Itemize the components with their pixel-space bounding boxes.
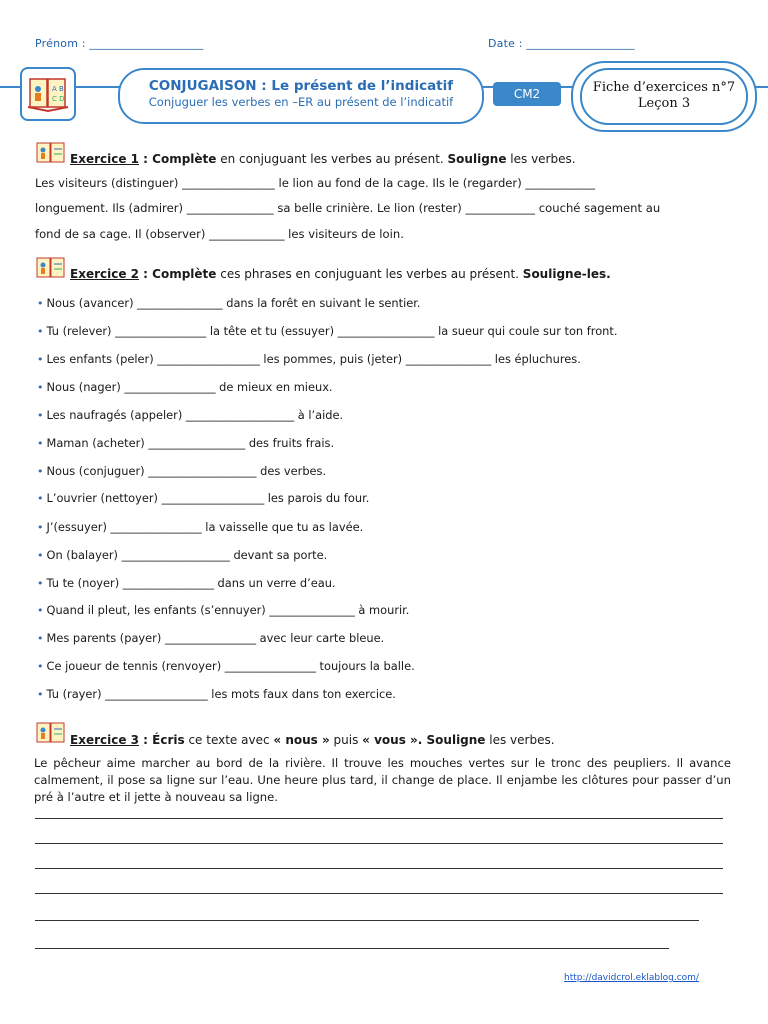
answer-blank[interactable]: _________________: [337, 324, 435, 338]
bullet-icon: •: [37, 437, 44, 450]
exercise3-instruction: Exercice 3 : Écris ce texte avec « nous » puis « vous ». Souligne les verbes.: [70, 733, 555, 747]
bullet-icon: •: [37, 297, 44, 310]
answer-blank[interactable]: ________________: [122, 576, 214, 590]
exercise2-instruction: Exercice 2 : Complète ces phrases en conjuguant les verbes au présent. Souligne-les.: [70, 267, 611, 281]
bullet-icon: •: [37, 688, 44, 701]
exercise2-item: • Mes parents (payer) ________________ avec leur carte bleue.: [37, 631, 385, 645]
lesson-number: Leçon 3: [637, 96, 691, 111]
header-book-icon: [20, 67, 76, 121]
date-field-label: Date : ___________________: [488, 37, 635, 50]
prenom-field-label: Prénom : ____________________: [35, 37, 204, 50]
bullet-icon: •: [37, 353, 44, 366]
exercise2-item: • Nous (nager) ________________ de mieux en mieux.: [37, 380, 333, 394]
exercise-book-icon: [36, 257, 66, 279]
answer-blank[interactable]: ____________: [465, 201, 536, 215]
bullet-icon: •: [37, 577, 44, 590]
answer-blank[interactable]: ___________________: [185, 408, 295, 422]
bullet-icon: •: [37, 465, 44, 478]
exercise-book-icon: [36, 142, 66, 164]
bullet-icon: •: [37, 660, 44, 673]
answer-blank[interactable]: ___________________: [148, 464, 257, 478]
level-badge: CM2: [493, 82, 561, 106]
exercise2-item: • Tu (rayer) __________________ les mots faux dans ton exercice.: [37, 687, 396, 701]
answer-blank[interactable]: ________________: [224, 659, 316, 673]
exercise1-instruction: Exercice 1 : Complète en conjuguant les verbes au présent. Souligne les verbes.: [70, 152, 576, 166]
exercise1-label: Exercice 1: [70, 152, 139, 166]
exercise1-line-1: Les visiteurs (distinguer) ________________ le lion au fond de la cage. Ils le (regarder) ____________: [35, 176, 595, 190]
source-link[interactable]: http://davidcrol.eklablog.com/: [564, 973, 699, 983]
bullet-icon: •: [37, 492, 44, 505]
fiche-badge: [571, 61, 757, 132]
exercise2-item: • L’ouvrier (nettoyer) __________________ les parois du four.: [37, 491, 370, 505]
exercise3-label: Exercice 3: [70, 733, 139, 747]
answer-blank[interactable]: _______________: [137, 296, 223, 310]
answer-blank[interactable]: _____________: [209, 227, 285, 241]
page-title: CONJUGAISON : Le présent de l’indicatif: [148, 78, 454, 94]
exercise2-item: • Ce joueur de tennis (renvoyer) ________________ toujours la balle.: [37, 659, 415, 673]
writing-line[interactable]: [35, 868, 723, 869]
writing-line[interactable]: [35, 818, 723, 819]
exercise2-item: • Tu te (noyer) ________________ dans un verre d’eau.: [37, 576, 336, 590]
answer-blank[interactable]: ________________: [182, 176, 275, 190]
answer-blank[interactable]: ________________: [164, 631, 257, 645]
answer-blank[interactable]: ____________: [525, 176, 595, 190]
exercise2-item: • Tu (relever) ________________ la tête et tu (essuyer) _________________ la sueur qui coule sur ton front.: [37, 324, 618, 338]
fiche-number: Fiche d’exercices n°7: [592, 80, 736, 95]
bullet-icon: •: [37, 549, 44, 562]
exercise3-text: Le pêcheur aime marcher au bord de la rivière. Il trouve les mouches vertes sur le tronc des peupliers. Il avance calmement, il pose sa ligne sur l’eau. Une heure plus tard, il change de place. Il enjambe les clôtures pour passer d’un pré à l’autre et il jette à nouveau sa ligne.: [34, 756, 731, 804]
exercise1-line-2: longuement. Ils (admirer) _______________ sa belle crinière. Le lion (rester) ____________ couché sagement au: [35, 201, 661, 215]
exercise2-item: • Les enfants (peler) __________________ les pommes, puis (jeter) _______________ les épluchures.: [37, 352, 581, 366]
exercise2-label: Exercice 2: [70, 267, 139, 281]
writing-line[interactable]: [35, 948, 669, 949]
svg-text:C D: C D: [52, 95, 65, 103]
answer-blank[interactable]: __________________: [161, 491, 265, 505]
answer-blank[interactable]: ___________________: [121, 548, 230, 562]
title-banner: [118, 68, 484, 124]
answer-blank[interactable]: _______________: [186, 201, 274, 215]
bullet-icon: •: [37, 632, 44, 645]
page-subtitle: Conjuguer les verbes en –ER au présent de l’indicatif: [148, 95, 454, 109]
writing-line[interactable]: [35, 920, 699, 921]
exercise-book-icon: [36, 722, 66, 744]
writing-line[interactable]: [35, 893, 723, 894]
exercise2-item: • Nous (avancer) _______________ dans la forêt en suivant le sentier.: [37, 296, 421, 310]
answer-blank[interactable]: _________________: [148, 436, 246, 450]
answer-blank[interactable]: __________________: [157, 352, 260, 366]
writing-line[interactable]: [35, 843, 723, 844]
bullet-icon: •: [37, 409, 44, 422]
svg-text:A B: A B: [52, 85, 64, 93]
answer-blank[interactable]: ________________: [124, 380, 216, 394]
bullet-icon: •: [37, 521, 44, 534]
exercise2-item: • On (balayer) ___________________ devant sa porte.: [37, 548, 328, 562]
bullet-icon: •: [37, 381, 44, 394]
answer-blank[interactable]: ________________: [115, 324, 207, 338]
answer-blank[interactable]: _______________: [405, 352, 492, 366]
exercise2-item: • J’(essuyer) ________________ la vaisselle que tu as lavée.: [37, 520, 364, 534]
exercise2-item: • Les naufragés (appeler) ___________________ à l’aide.: [37, 408, 344, 422]
bullet-icon: •: [37, 325, 44, 338]
bullet-icon: •: [37, 604, 44, 617]
exercise2-item: • Quand il pleut, les enfants (s’ennuyer) _______________ à mourir.: [37, 603, 410, 617]
exercise2-item: • Maman (acheter) _________________ des fruits frais.: [37, 436, 335, 450]
exercise2-item: • Nous (conjuguer) ___________________ des verbes.: [37, 464, 327, 478]
answer-blank[interactable]: __________________: [105, 687, 208, 701]
exercise1-line-3: fond de sa cage. Il (observer) _____________ les visiteurs de loin.: [35, 227, 404, 241]
answer-blank[interactable]: _______________: [269, 603, 355, 617]
answer-blank[interactable]: ________________: [110, 520, 202, 534]
